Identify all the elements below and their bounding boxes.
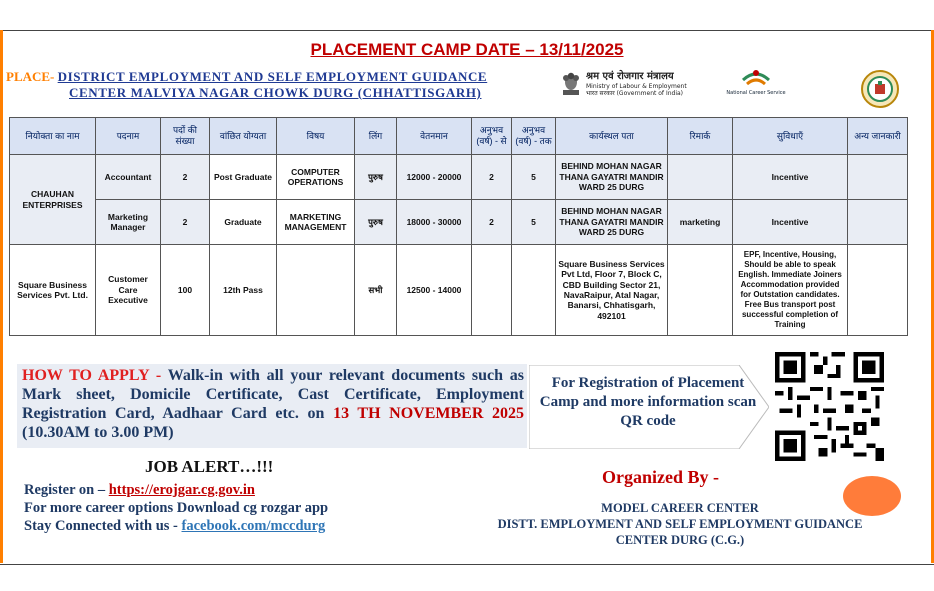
col-facilities: सुविधाएँ	[733, 118, 848, 155]
ministry-hindi: श्रम एवं रोजगार मंत्रालय	[586, 71, 674, 82]
ministry-sub: भारत सरकार (Government of India)	[586, 90, 684, 97]
other-cell	[848, 155, 908, 200]
chhattisgarh-seal-icon	[861, 70, 899, 108]
table-header-row	[10, 118, 908, 155]
remark-cell	[668, 155, 733, 200]
col-salary: वेतनमान	[397, 118, 472, 155]
qr-code-icon[interactable]	[775, 352, 884, 461]
address-cell: BEHIND MOHAN NAGAR THANA GAYATRI MANDIR WARD 25 DURG	[556, 200, 668, 245]
how-to-apply-label: HOW TO APPLY -	[22, 367, 162, 384]
qr-instructions: For Registration of Placement Camp and more information scan QR code	[539, 375, 757, 429]
exp-to-cell: 5	[512, 200, 556, 245]
gender-cell: पुरुष	[355, 155, 397, 200]
stay-prefix: Stay Connected with us -	[24, 518, 178, 534]
col-subject: विषय	[277, 118, 355, 155]
employer-cell: Square Business Services Pvt. Ltd.	[10, 245, 96, 336]
job-table	[9, 117, 908, 336]
col-employer: नियोक्ता का नाम	[10, 118, 96, 155]
register-prefix: Register on –	[24, 482, 106, 498]
post-cell: Marketing Manager	[96, 200, 161, 245]
organized-heading: Organized By -	[602, 467, 719, 487]
col-qualification: वांछित योग्यता	[210, 118, 277, 155]
subject-cell: MARKETING MANAGEMENT	[277, 200, 355, 245]
address-cell: Square Business Services Pvt Ltd, Floor 7, Block C, CBD Building Sector 21, NavaRaipur, Atal Nagar, Banarsi, Chhatisgarh, 492101	[556, 245, 668, 336]
organizer-line1: MODEL CAREER CENTER	[601, 501, 759, 515]
other-cell	[848, 200, 908, 245]
count-cell: 2	[161, 155, 210, 200]
organizer-line3: CENTER DURG (C.G.)	[615, 533, 745, 547]
other-cell	[848, 245, 908, 336]
post-cell: Accountant	[96, 155, 161, 200]
exp-from-cell	[472, 245, 512, 336]
post-cell: Customer Care Executive	[96, 245, 161, 336]
table-row	[10, 245, 908, 336]
left-border-strip	[0, 30, 3, 563]
ncs-swoosh-icon	[739, 66, 773, 88]
exp-from-cell: 2	[472, 155, 512, 200]
facility-cell: Incentive	[733, 155, 848, 200]
col-gender: लिंग	[355, 118, 397, 155]
col-other: अन्य जानकारी	[848, 118, 908, 155]
gender-cell: पुरुष	[355, 200, 397, 245]
salary-cell: 12000 - 20000	[397, 155, 472, 200]
col-address: कार्यस्थल पता	[556, 118, 668, 155]
place-line1: DISTRICT EMPLOYMENT AND SELF EMPLOYMENT GUIDANCE	[57, 69, 488, 84]
facility-cell: EPF, Incentive, Housing, Should be able to speak English. Immediate Joiners Accommodation provided for Outstation candidates. Free Bus transport post successful completion of Training	[733, 245, 848, 336]
col-exp-to: अनुभव (वर्ष) - तक	[512, 118, 556, 155]
col-count: पदों की संख्या	[161, 118, 210, 155]
ncs-logo	[726, 66, 786, 96]
salary-cell: 12500 - 14000	[397, 245, 472, 336]
subject-cell: COMPUTER OPERATIONS	[277, 155, 355, 200]
table-row	[10, 155, 908, 200]
remark-cell	[668, 245, 733, 336]
subject-cell	[277, 245, 355, 336]
register-block	[24, 481, 328, 535]
how-to-apply	[22, 366, 524, 442]
how-to-apply-text: Walk-in with all your relevant documents such as Mark sheet, Domicile Certificate, Cast Certificate, Employment Registration Card, Aadhaar Card etc. on	[22, 367, 524, 422]
gender-cell: सभी	[355, 245, 397, 336]
ncs-label: National Career Service	[726, 90, 786, 96]
col-remark: रिमार्क	[668, 118, 733, 155]
facility-cell: Incentive	[733, 200, 848, 245]
exp-from-cell: 2	[472, 200, 512, 245]
job-alert-heading: JOB ALERT…!!!	[145, 457, 274, 476]
employer-cell: CHAUHAN ENTERPRISES	[10, 155, 96, 245]
how-to-apply-date: 13 TH NOVEMBER 2025	[333, 405, 525, 422]
facebook-link[interactable]: facebook.com/mccdurg	[181, 518, 326, 534]
exp-to-cell: 5	[512, 155, 556, 200]
place-label: PLACE-	[6, 69, 55, 84]
place-line2: CENTER MALVIYA NAGAR CHOWK DURG (CHHATTISGARH)	[69, 85, 482, 100]
ministry-logo	[560, 70, 687, 98]
organizer-block	[480, 500, 880, 548]
address-cell: BEHIND MOHAN NAGAR THANA GAYATRI MANDIR WARD 25 DURG	[556, 155, 668, 200]
how-to-apply-time: (10.30AM to 3.00 PM)	[22, 424, 174, 441]
salary-cell: 18000 - 30000	[397, 200, 472, 245]
page-title: PLACEMENT CAMP DATE – 13/11/2025	[310, 40, 624, 59]
count-cell: 2	[161, 200, 210, 245]
place-block	[6, 69, 487, 101]
col-post: पदनाम	[96, 118, 161, 155]
exp-to-cell	[512, 245, 556, 336]
ministry-english: Ministry of Labour & Employment	[586, 83, 687, 90]
qualification-cell: Post Graduate	[210, 155, 277, 200]
remark-cell: marketing	[668, 200, 733, 245]
app-line: For more career options Download cg rozgar app	[24, 500, 329, 516]
qualification-cell: Graduate	[210, 200, 277, 245]
organizer-line2: DISTT. EMPLOYMENT AND SELF EMPLOYMENT GUIDANCE	[497, 517, 863, 531]
qualification-cell: 12th Pass	[210, 245, 277, 336]
col-exp-from: अनुभव (वर्ष) - से	[472, 118, 512, 155]
count-cell: 100	[161, 245, 210, 336]
national-emblem-icon	[560, 70, 582, 98]
table-row	[10, 200, 908, 245]
erojgar-link[interactable]: https://erojgar.cg.gov.in	[108, 482, 255, 498]
